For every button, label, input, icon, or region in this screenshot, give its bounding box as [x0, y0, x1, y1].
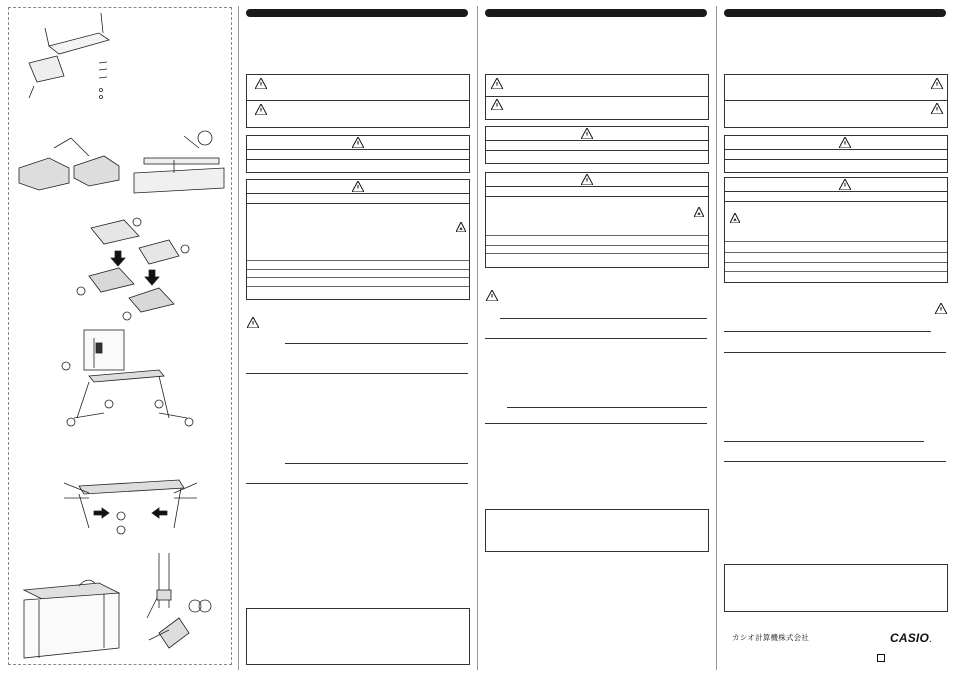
stand-parts-diagram: [29, 13, 109, 99]
company-name-jp: カシオ計算機株式会社: [732, 633, 809, 642]
rule-line: [724, 441, 924, 442]
warning-triangle-icon: [352, 181, 364, 192]
pedal-unit-assembly-diagram: [77, 218, 189, 320]
warning-triangle-icon: [839, 137, 851, 148]
casio-logo: [890, 629, 932, 647]
warning-triangle-icon: [491, 78, 503, 89]
fire-warning-icon: [730, 213, 740, 223]
warning-triangle-icon: [491, 99, 503, 110]
warning-triangle-icon: [581, 128, 593, 139]
warning-triangle-icon: [931, 103, 943, 114]
warning-triangle-icon: [247, 317, 259, 328]
warning-table: [485, 126, 709, 164]
warning-triangle-icon: [931, 78, 943, 89]
column-divider: [716, 6, 717, 670]
warning-triangle-icon: [839, 179, 851, 190]
section-divider: [246, 483, 468, 484]
warning-table: [724, 135, 948, 173]
section-header-bar: [246, 9, 468, 17]
illustration-panel: [8, 7, 232, 665]
keyboard-on-stand-diagram: [24, 553, 211, 658]
rule-line: [724, 331, 931, 332]
caution-table: [485, 172, 709, 268]
casio-logo-text: CASIO: [890, 631, 930, 645]
fire-warning-icon: [456, 222, 466, 232]
stand-side-panel-diagram: [62, 330, 193, 426]
rule-line: [285, 463, 468, 464]
warning-triangle-icon: [255, 104, 267, 115]
danger-warning-box: [724, 74, 948, 128]
registered-mark: .: [929, 634, 932, 645]
section-header-bar: [724, 9, 946, 17]
notice-box: [724, 564, 948, 612]
warning-triangle-icon: [486, 290, 498, 301]
fire-warning-icon: [694, 207, 704, 217]
warning-triangle-icon: [255, 78, 267, 89]
rule-line: [507, 407, 707, 408]
notice-box: [485, 509, 709, 552]
column-divider: [238, 6, 239, 670]
section-divider: [724, 461, 946, 462]
keyboard-pedal-diagram: [19, 131, 224, 193]
caution-table: [724, 177, 948, 283]
warning-triangle-icon: [935, 303, 947, 314]
caution-table: [246, 179, 470, 300]
assembly-illustrations: [9, 8, 231, 664]
warning-triangle-icon: [581, 174, 593, 185]
section-divider: [485, 338, 707, 339]
section-divider: [485, 423, 707, 424]
section-header-bar: [485, 9, 707, 17]
rule-line: [285, 343, 468, 344]
warning-table: [246, 135, 470, 173]
section-divider: [246, 373, 468, 374]
column-divider: [477, 6, 478, 670]
warning-triangle-icon: [352, 137, 364, 148]
danger-warning-box: [246, 74, 470, 128]
page-marker-box: [877, 654, 885, 662]
section-divider: [724, 352, 946, 353]
stand-frame-screws-diagram: [64, 480, 197, 534]
rule-line: [500, 318, 707, 319]
danger-warning-box: [485, 74, 709, 120]
notice-box: [246, 608, 470, 665]
